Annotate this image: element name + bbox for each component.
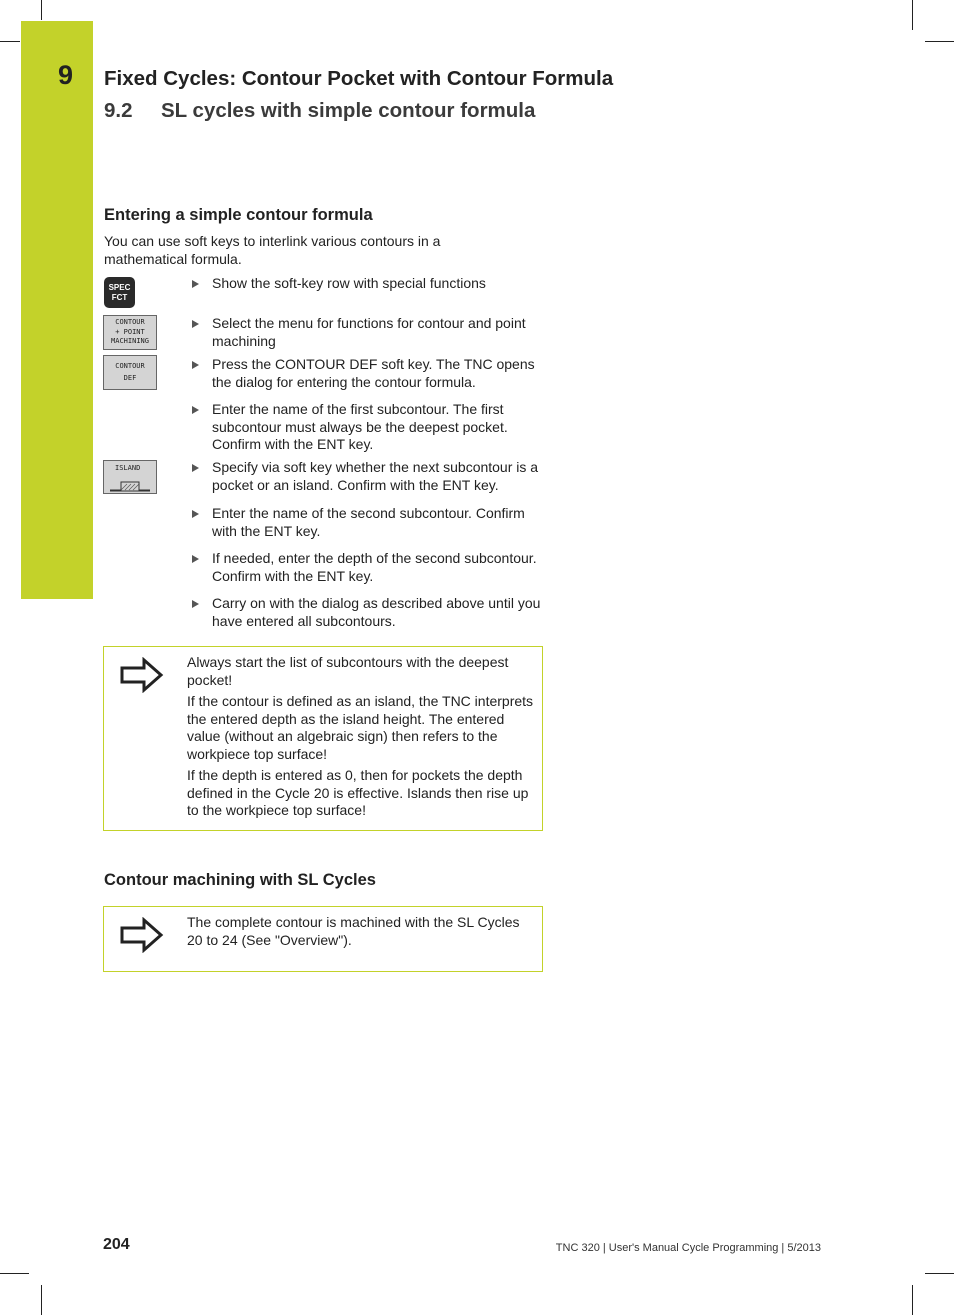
chapter-title: Fixed Cycles: Contour Pocket with Contour Formula xyxy=(104,67,614,90)
bullet-arrow-icon xyxy=(192,600,199,608)
heading-entering-formula: Entering a simple contour formula xyxy=(104,206,373,224)
step-5: Specify via soft key whether the next subcontour is a pocket or an island. Confirm with the ENT key. xyxy=(192,459,547,494)
note-box xyxy=(103,906,543,972)
note-paragraph: The complete contour is machined with the SL Cycles 20 to 24 (See "Overview"). xyxy=(187,914,520,948)
crop-mark xyxy=(41,0,42,20)
heading-contour-machining: Contour machining with SL Cycles xyxy=(104,871,376,889)
island-softkey-icon: ISLAND xyxy=(103,460,157,494)
step-1: Show the soft-key row with special functions xyxy=(192,275,547,293)
footer-reference: TNC 320 | User's Manual Cycle Programming | 5/2013 xyxy=(555,1242,821,1254)
note-paragraph: Always start the list of subcontours with the deepest pocket! xyxy=(187,654,509,688)
chapter-tab xyxy=(21,21,93,599)
step-6: Enter the name of the second subcontour. Confirm with the ENT key. xyxy=(192,505,547,540)
contour-point-machining-softkey-icon: CONTOUR + POINT MACHINING xyxy=(103,315,157,350)
note-arrow-icon xyxy=(120,657,164,693)
crop-mark xyxy=(912,1285,913,1315)
section-title xyxy=(104,99,535,123)
crop-mark xyxy=(912,0,913,30)
bullet-arrow-icon xyxy=(192,406,199,414)
contour-def-softkey-icon: CONTOUR DEF xyxy=(103,355,157,390)
step-7: If needed, enter the depth of the second subcontour. Confirm with the ENT key. xyxy=(192,550,547,585)
step-8: Carry on with the dialog as described above until you have entered all subcontours. xyxy=(192,595,547,630)
bullet-arrow-icon xyxy=(192,555,199,563)
note-paragraph: If the depth is entered as 0, then for pockets the depth defined in the Cycle 20 is effective. Islands then rise up to the workpiece top surface! xyxy=(187,767,529,818)
chapter-number: 9 xyxy=(58,60,74,90)
note-text xyxy=(187,654,537,824)
bullet-arrow-icon xyxy=(192,464,199,472)
bullet-arrow-icon xyxy=(192,361,199,369)
spec-fct-key-icon: SPEC FCT xyxy=(104,277,135,308)
crop-mark xyxy=(925,1273,954,1274)
step-4: Enter the name of the first subcontour. The first subcontour must always be the deepest pocket. Confirm with the ENT key. xyxy=(192,401,547,454)
island-shape-icon xyxy=(109,476,151,492)
section-name: SL cycles with simple contour formula xyxy=(161,99,536,122)
note-text xyxy=(187,914,537,953)
intro-text: You can use soft keys to interlink various contours in a mathematical formula. xyxy=(104,233,441,267)
crop-mark xyxy=(925,41,954,42)
bullet-arrow-icon xyxy=(192,320,199,328)
step-2: Select the menu for functions for contour and point machining xyxy=(192,315,547,350)
note-paragraph: If the contour is defined as an island, the TNC interprets the entered depth as the island height. The entered value (without an algebraic sign) then refers to the workpiece top surface! xyxy=(187,693,534,762)
note-arrow-icon xyxy=(120,917,164,953)
bullet-arrow-icon xyxy=(192,510,199,518)
step-3: Press the CONTOUR DEF soft key. The TNC opens the dialog for entering the contour formula. xyxy=(192,356,547,391)
crop-mark xyxy=(0,41,20,42)
page-number: 204 xyxy=(103,1236,130,1253)
crop-mark xyxy=(0,1273,29,1274)
note-box xyxy=(103,646,543,831)
bullet-arrow-icon xyxy=(192,280,199,288)
section-number: 9.2 xyxy=(104,99,133,122)
crop-mark xyxy=(41,1285,42,1315)
